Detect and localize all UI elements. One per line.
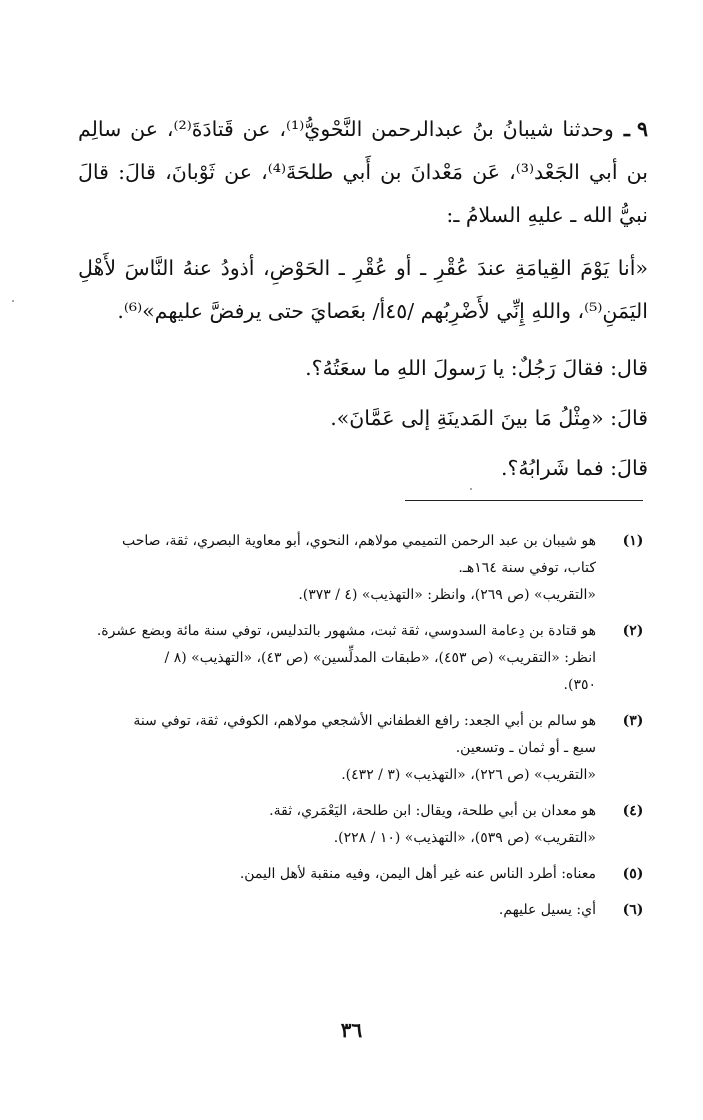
footnote-line: سبع ـ أو ثمان ـ وتسعين. [455, 740, 596, 756]
footnote-line: هو معدان بن أبي طلحة، ويقال: ابن طلحة، اليَعْمَري، ثقة. [269, 803, 596, 819]
footnote [76, 528, 650, 609]
paper-speck [470, 488, 472, 490]
footnote-line: «التقريب» (ص ٢٦٩)، وانظر: «التهذيب» (٤ / ٣٧٣). [298, 587, 596, 603]
footnote-number: (١) [622, 533, 644, 549]
footnote-line: كتاب، توفي سنة ١٦٤هـ. [458, 560, 596, 576]
footnote-line: انظر: «التقريب» (ص ٤٥٣)، «طبقات المدلِّسين» (ص ٤٣)، «التهذيب» (٨ / [164, 650, 596, 666]
isnad-line-3: الله ـ عليهِ السلامُ ـ: [446, 203, 613, 227]
footnote [76, 861, 650, 888]
qala-line-2: قالَ: «مِثْلُ مَا بينَ المَدينَةِ إلى عَمَّانَ». [330, 406, 648, 430]
footnote [76, 897, 650, 924]
footnote-line: هو قتادة بن دِعامة السدوسي، ثقة ثبت، مشهور بالتدليس، توفي سنة مائة وبضع عشرة. [96, 623, 596, 639]
footnote-line: «التقريب» (ص ٢٢٦)، «التهذيب» (٣ / ٤٣٢). [341, 767, 596, 783]
paper-speck [12, 300, 14, 302]
footnote-number: (٦) [622, 902, 644, 918]
footnote-line: ٣٥٠). [563, 677, 596, 693]
footnote-separator [405, 500, 643, 501]
isnad-line-1: وحدثنا شيبانُ بنُ عبدالرحمن النَّحْويُّ⁽¹⁾، عن قَتادَةَ⁽²⁾، عن سالِم بن [78, 117, 648, 184]
matn-paragraph [78, 247, 648, 333]
hadith-number: ٩ ـ [623, 117, 648, 141]
qala-line-1: قال: فقالَ رَجُلٌ: يا رَسولَ اللهِ ما سعَتُهُ؟. [305, 356, 648, 380]
footnote [76, 798, 650, 852]
footnote-number: (٣) [622, 713, 644, 729]
footnote [76, 708, 650, 789]
footnote-line: معناه: أطرد الناس عنه غير أهل اليمن، وفيه منقبة لأهل اليمن. [239, 866, 596, 882]
matn-line-1: «أنا يَوْمَ القِيامَةِ عندَ عُقْرِ ـ أو عُقْرِ ـ الحَوْضِ، أذودُ عنهُ النَّاسَ لأَهْلِ [78, 256, 648, 280]
isnad-line-2: أبي الجَعْد⁽³⁾، عَن مَعْدانَ بن أَبي طلحَةَ⁽⁴⁾، عن ثَوْبانَ، قالَ: قالَ نبيُّ [78, 160, 648, 227]
footnote-number: (٤) [622, 803, 644, 819]
footnote-line: أي: يسيل عليهم. [498, 902, 596, 918]
footnote-line: هو سالم بن أبي الجعد: رافع الغطفاني الأشجعي مولاهم، الكوفي، ثقة، توفي سنة [133, 713, 596, 729]
footnote-number: (٢) [622, 623, 644, 639]
footnotes [76, 528, 650, 933]
matn-line-2: اليَمَنِ⁽⁵⁾، واللهِ إِنِّي لأَضْرِبُهم /٤٥أ/ بعَصايَ حتى يرفضَّ عليهم»⁽⁶⁾. [117, 299, 648, 323]
main-text [78, 108, 648, 493]
page-number: ٣٦ [340, 1018, 363, 1042]
footnote [76, 618, 650, 699]
footnote-line: هو شيبان بن عبد الرحمن التميمي مولاهم، النحوي، أبو معاوية البصري، ثقة، صاحب [121, 533, 596, 549]
footnote-number: (٥) [622, 866, 644, 882]
footnote-line: «التقريب» (ص ٥٣٩)، «التهذيب» (١٠ / ٢٢٨). [333, 830, 596, 846]
isnad-paragraph [78, 108, 648, 237]
qala-line-3: قالَ: فما شَرابُهُ؟. [500, 456, 648, 480]
